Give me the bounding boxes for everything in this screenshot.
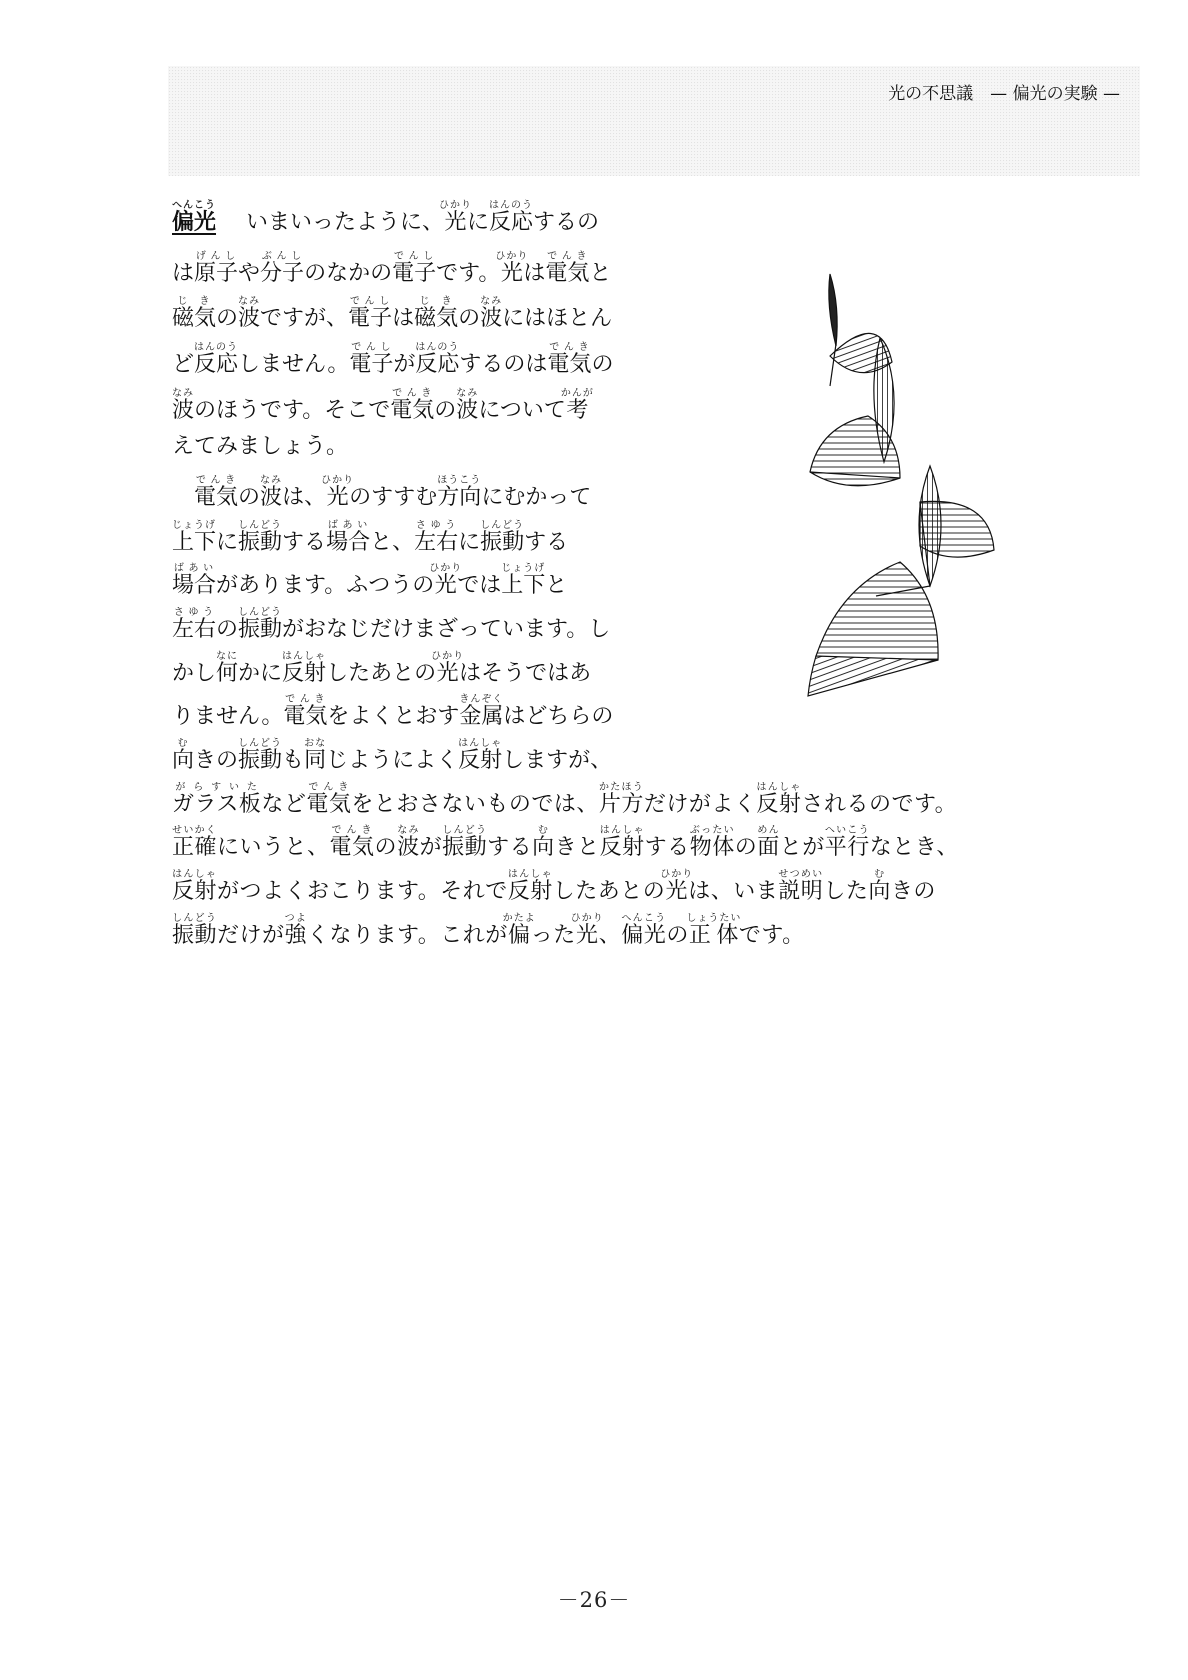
text-line	[172, 782, 958, 817]
ruby-word: 電気でんき	[194, 475, 239, 510]
ruby-reading: さゆう	[172, 607, 216, 618]
ruby-reading: じょうげ	[501, 563, 546, 574]
ruby-word: 向む	[532, 825, 555, 860]
text-run: はどちらの	[503, 704, 614, 729]
ruby-reading: でんし	[392, 251, 437, 262]
ruby-word: 波なみ	[260, 475, 283, 510]
ruby-word: 偏光へんこう	[621, 913, 667, 948]
ruby-reading: しんどう	[442, 825, 488, 836]
ruby-word: 反応はんのう	[415, 342, 460, 377]
ruby-reading: ひかり	[495, 251, 529, 262]
ruby-word: 振動しんどう	[238, 738, 283, 773]
ruby-word: 強つよ	[284, 913, 308, 948]
text-run: かし	[172, 661, 217, 686]
ruby-word: 電気でんき	[329, 825, 375, 860]
ruby-word: 反射はんしゃ	[507, 869, 553, 904]
ruby-reading: ひかり	[321, 475, 355, 486]
ruby-reading: せいかく	[172, 825, 218, 836]
ruby-word: 方向ほうこう	[437, 475, 482, 510]
ruby-word: 平行へいこう	[824, 825, 870, 860]
text-run: するのは	[459, 352, 548, 377]
text-run: の	[458, 306, 481, 331]
ruby-reading: ひかり	[660, 869, 694, 880]
ruby-reading: かたほう	[598, 782, 644, 793]
ruby-word: 光ひかり	[495, 251, 529, 286]
text-run: がおなじだけまざっています。し	[282, 617, 611, 642]
ruby-word: 光ひかり	[439, 200, 473, 235]
ruby-word: 原子げんし	[194, 251, 239, 286]
ruby-reading: なみ	[480, 296, 503, 307]
text-run: じようによく	[326, 748, 459, 773]
ruby-reading: つよ	[284, 913, 308, 924]
ruby-reading: おな	[304, 738, 327, 749]
ruby-word: 場合ばあい	[326, 520, 371, 555]
ruby-reading: ばあい	[172, 563, 216, 574]
text-run: です。	[738, 923, 805, 948]
text-run: った	[530, 923, 576, 948]
text-line	[172, 694, 614, 729]
ruby-reading: でんき	[329, 825, 375, 836]
text-run: では	[457, 573, 502, 598]
ruby-word: 光ひかり	[431, 651, 465, 686]
text-line	[172, 342, 614, 377]
text-run: は、いま	[688, 879, 779, 904]
text-run: と	[545, 573, 568, 598]
text-run: はそうではあ	[459, 661, 592, 686]
ruby-reading: はんのう	[415, 342, 460, 353]
ruby-word: 光ひかり	[429, 563, 463, 598]
ruby-reading: へんこう	[621, 913, 667, 924]
ruby-reading: ほうこう	[437, 475, 482, 486]
ruby-reading: なみ	[172, 388, 195, 399]
text-run: しません。	[238, 352, 350, 377]
ruby-word: 波なみ	[480, 296, 503, 331]
text-line	[172, 825, 959, 860]
ruby-word: 向む	[868, 869, 891, 904]
ruby-word: 電子でんし	[349, 342, 394, 377]
ruby-reading: でんき	[306, 782, 352, 793]
text-run: の	[374, 835, 398, 860]
text-run: をよくとおす	[327, 704, 460, 729]
text-run: されるのです。	[801, 792, 958, 817]
text-run: した	[823, 879, 869, 904]
ruby-reading: しんどう	[172, 913, 218, 924]
ruby-reading: じき	[414, 296, 459, 307]
ruby-word: 反応はんのう	[194, 342, 239, 377]
ruby-word: 電子でんし	[392, 251, 437, 286]
text-run: にむかって	[481, 485, 592, 510]
text-line	[172, 869, 936, 904]
ruby-reading: でんき	[545, 251, 590, 262]
text-line	[172, 251, 612, 286]
text-run: ですが、	[260, 306, 349, 331]
ruby-reading: がらすいた	[172, 782, 262, 793]
text-line	[172, 200, 600, 235]
ruby-word: 電気でんき	[306, 782, 352, 817]
text-run: きの	[890, 879, 936, 904]
text-run: に	[216, 530, 239, 555]
page-number: －26－	[557, 1588, 631, 1612]
text-line	[172, 651, 592, 686]
text-run: いまいったように、	[246, 210, 445, 235]
ruby-reading: ひかり	[429, 563, 463, 574]
text-run: など	[261, 792, 307, 817]
ruby-reading: む	[868, 869, 891, 880]
text-run: です。	[436, 261, 501, 286]
ruby-word: 振動しんどう	[172, 913, 218, 948]
ruby-word: 光ひかり	[660, 869, 694, 904]
ruby-word: 振動しんどう	[480, 520, 525, 555]
ruby-word: 反射はんしゃ	[172, 869, 218, 904]
ruby-word: 電子でんし	[348, 296, 393, 331]
ruby-reading: はんしゃ	[458, 738, 503, 749]
text-run: ど	[172, 352, 195, 377]
ruby-word: 同おな	[304, 738, 327, 773]
ruby-reading: はんのう	[194, 342, 239, 353]
text-run: は	[392, 306, 415, 331]
text-run: にいうと、	[217, 835, 330, 860]
ruby-word: 波なみ	[456, 388, 479, 423]
ruby-word: ガラス板がらすいた	[172, 782, 262, 817]
ruby-reading: かたよ	[502, 913, 536, 924]
text-run: なとき、	[869, 835, 959, 860]
ruby-word: 偏かたよ	[502, 913, 536, 948]
text-run: とが	[779, 835, 825, 860]
text-run: が	[419, 835, 443, 860]
text-line	[172, 296, 613, 331]
ruby-word: 反射はんしゃ	[458, 738, 503, 773]
text-run: と	[589, 261, 612, 286]
ruby-word: 反射はんしゃ	[282, 651, 327, 686]
ruby-reading: へいこう	[824, 825, 870, 836]
text-run: があります。ふつうの	[216, 573, 435, 598]
ruby-word: 正確せいかく	[172, 825, 218, 860]
ruby-word: 左右さゆう	[172, 607, 217, 642]
ruby-reading: む	[172, 738, 194, 749]
ruby-word: 分子ぶんし	[260, 251, 305, 286]
ruby-reading: しんどう	[238, 520, 283, 531]
text-run: に	[467, 210, 490, 235]
text-line	[172, 475, 592, 510]
text-run: の	[238, 485, 261, 510]
ruby-reading: じょうげ	[172, 520, 217, 531]
ruby-reading: はんしゃ	[599, 825, 645, 836]
text-run: がつよくおこります。それで	[217, 879, 508, 904]
text-line	[172, 607, 611, 642]
ruby-reading: せつめい	[778, 869, 824, 880]
ruby-reading: ひかり	[431, 651, 465, 662]
ruby-word: 面めん	[757, 825, 780, 860]
text-run: だけが	[217, 923, 285, 948]
ruby-word: 反応はんのう	[489, 200, 534, 235]
ruby-reading: でんし	[348, 296, 393, 307]
text-run: のすすむ	[349, 485, 438, 510]
ruby-reading: はんしゃ	[172, 869, 218, 880]
text-run: は、	[282, 485, 327, 510]
text-run: する	[524, 530, 569, 555]
text-run: の	[216, 617, 239, 642]
ruby-reading: しょうたい	[686, 913, 742, 924]
ruby-reading: はんしゃ	[507, 869, 553, 880]
ruby-word: 波なみ	[397, 825, 420, 860]
ruby-word: 振動しんどう	[238, 607, 283, 642]
text-run: は	[172, 261, 195, 286]
text-run: が	[393, 352, 416, 377]
ruby-reading: かんが	[560, 388, 594, 399]
ruby-word: 場合ばあい	[172, 563, 217, 598]
ruby-word: 振動しんどう	[442, 825, 488, 860]
ruby-word: 電気でんき	[545, 251, 590, 286]
ruby-reading: でんき	[194, 475, 239, 486]
ruby-reading: でんき	[283, 694, 328, 705]
text-line	[172, 563, 568, 598]
ruby-word: 電気でんき	[283, 694, 328, 729]
ruby-word: 説明せつめい	[778, 869, 824, 904]
text-line	[172, 388, 594, 423]
ruby-reading: ひかり	[570, 913, 604, 924]
ruby-word: 考かんが	[560, 388, 594, 423]
ruby-reading: きんぞく	[459, 694, 504, 705]
ruby-word: 向む	[172, 738, 195, 773]
text-run: に	[458, 530, 481, 555]
ruby-reading: じき	[172, 296, 217, 307]
ruby-word: 電気でんき	[547, 342, 592, 377]
ruby-reading: しんどう	[480, 520, 525, 531]
text-run: の	[591, 352, 614, 377]
ruby-word: 何なに	[216, 651, 239, 686]
text-run: の	[666, 923, 689, 948]
ruby-reading: しんどう	[238, 738, 283, 749]
ruby-word: 磁気じき	[172, 296, 217, 331]
ruby-reading: でんき	[547, 342, 592, 353]
ruby-reading: へんこう	[172, 200, 217, 211]
text-run: と、	[370, 530, 415, 555]
text-run: したあとの	[326, 661, 437, 686]
text-run: する	[644, 835, 690, 860]
text-run: にはほとん	[502, 306, 613, 331]
text-run: かに	[238, 661, 283, 686]
ruby-reading: はんのう	[489, 200, 534, 211]
ruby-reading: めん	[757, 825, 780, 836]
text-run: する	[282, 530, 327, 555]
ruby-reading: む	[532, 825, 555, 836]
term-heading: 偏光へんこう	[172, 200, 217, 235]
ruby-reading: ぶんし	[260, 251, 305, 262]
ruby-word: 上下じょうげ	[172, 520, 217, 555]
header-band	[168, 66, 1140, 176]
text-run: りません。	[172, 704, 284, 729]
text-run: する	[487, 835, 533, 860]
text-run: するの	[533, 210, 600, 235]
ruby-reading: なみ	[238, 296, 261, 307]
ruby-reading: ぶったい	[689, 825, 735, 836]
text-run: や	[238, 261, 261, 286]
ruby-reading: なみ	[397, 825, 420, 836]
text-run: をとおさないものでは、	[351, 792, 599, 817]
ruby-word: 光ひかり	[321, 475, 355, 510]
ruby-word: 物体ぶったい	[689, 825, 735, 860]
ruby-reading: ひかり	[439, 200, 473, 211]
ruby-reading: しんどう	[238, 607, 283, 618]
text-run: くなります。これが	[307, 923, 508, 948]
text-run: は	[523, 261, 546, 286]
text-line	[172, 913, 805, 948]
ruby-word: 磁気じき	[414, 296, 459, 331]
ruby-word: 振動しんどう	[238, 520, 283, 555]
ruby-reading: でんき	[390, 388, 435, 399]
ruby-word: 上下じょうげ	[501, 563, 546, 598]
ruby-word: 正体しょうたい	[686, 913, 742, 948]
text-line	[172, 738, 613, 773]
ruby-word: 反射はんしゃ	[756, 782, 802, 817]
text-run: えてみましょう。	[172, 434, 349, 459]
ruby-word: 波なみ	[238, 296, 261, 331]
ruby-word: 光ひかり	[570, 913, 604, 948]
text-run: について	[478, 398, 566, 423]
ruby-word: 金属きんぞく	[459, 694, 504, 729]
ruby-reading: でんし	[349, 342, 394, 353]
ruby-word: 左右さゆう	[414, 520, 459, 555]
text-run: も	[282, 748, 305, 773]
text-run: の	[734, 835, 758, 860]
polarized-wave-illustration	[780, 266, 1005, 724]
text-run: しますが、	[502, 748, 613, 773]
page-header-title: 光の不思議 — 偏光の実験 —	[888, 84, 1120, 104]
text-run: だけがよく	[643, 792, 757, 817]
text-run: したあとの	[552, 879, 666, 904]
ruby-word: 波なみ	[172, 388, 195, 423]
text-run: きの	[194, 748, 239, 773]
ruby-reading: なみ	[260, 475, 283, 486]
ruby-reading: はんしゃ	[282, 651, 327, 662]
text-run	[172, 485, 194, 510]
ruby-word: 電気でんき	[390, 388, 435, 423]
text-line	[172, 520, 569, 555]
ruby-word: 反射はんしゃ	[599, 825, 645, 860]
ruby-reading: さゆう	[414, 520, 459, 531]
text-run: の	[434, 398, 457, 423]
ruby-word: 片方かたほう	[598, 782, 644, 817]
text-line	[172, 432, 348, 462]
text-run: の	[216, 306, 239, 331]
ruby-reading: げんし	[194, 251, 239, 262]
ruby-reading: ばあい	[326, 520, 371, 531]
text-run: 、	[598, 923, 622, 948]
text-run: のほうです。そこで	[194, 398, 391, 423]
ruby-reading: なみ	[456, 388, 479, 399]
ruby-reading: はんしゃ	[756, 782, 802, 793]
text-run: きと	[554, 835, 600, 860]
text-run: のなかの	[304, 261, 393, 286]
ruby-reading: なに	[216, 651, 239, 662]
